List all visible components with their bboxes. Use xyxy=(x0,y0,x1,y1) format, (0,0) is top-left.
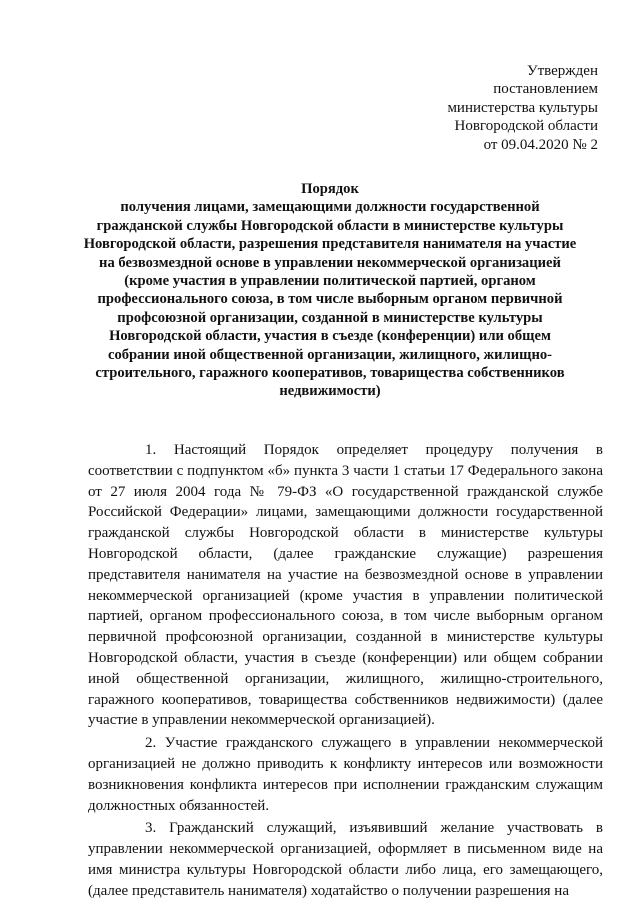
paragraph-3: 3. Гражданский служащий, изъявивший желание участвовать в управлении некоммерческой организацией, оформляет в письменном виде на имя министра культуры Новгородской области либо лица, его замещающего, (далее представитель нанимателя) ходатайство о получении разрешения на xyxy=(88,820,603,899)
approval-line: министерства культуры xyxy=(447,99,598,116)
document-heading xyxy=(70,180,590,401)
heading-line: на безвозмездной основе в управлении некоммерческой организацией xyxy=(99,254,561,271)
approval-line: Утвержден xyxy=(526,63,598,79)
heading-line: профсоюзной организации, созданной в министерстве культуры xyxy=(117,309,543,326)
document-body xyxy=(88,440,603,904)
heading-line: (кроме участия в управлении политической партией, органом xyxy=(124,273,536,290)
paragraph-2: 2. Участие гражданского служащего в управлении некоммерческой организацией не должно приводить к конфликту интересов или возможности возникновения конфликта интересов при исполнении гражданским служащим должностных обязанностей. xyxy=(88,735,603,814)
approval-line: Новгородской области xyxy=(454,118,598,135)
heading-line: получения лицами, замещающими должности государственной xyxy=(120,199,540,216)
heading-line: Новгородской области, разрешения представителя нанимателя на участие xyxy=(83,236,577,253)
approval-date-line: от 09.04.2020 № 2 xyxy=(483,136,598,153)
heading-line: гражданской службы Новгородской области в министерстве культуры xyxy=(96,217,564,234)
heading-line: Новгородской области, участия в съезде (конференции) или общем xyxy=(109,328,551,345)
approval-stamp xyxy=(447,62,598,154)
approval-line: постановлением xyxy=(493,81,598,98)
heading-line: собрании иной общественной организации, жилищного, жилищно- xyxy=(107,346,553,363)
heading-line: профессионального союза, в том числе выборным органом первичной xyxy=(97,291,563,308)
heading-line: недвижимости) xyxy=(279,383,381,400)
paragraph-1: 1. Настоящий Порядок определяет процедуру получения в соответствии с подпунктом «б» пункта 3 части 1 статьи 17 Федерального закона от 27 июля 2004 года № 79-ФЗ «О государственной гражданской службе Российской Федерации» лицами, замещающими должности государственной гражданской службы Новгородской области в министерстве культуры Новгородской области, (далее гражданские служащие) разрешения представителя нанимателя на участие на безвозмездной основе в управлении некоммерческой организацией (кроме участия в управлении политической партией, органом профессионального союза, в том числе выборным органом первичной профсоюзной организации, созданной в министерстве культуры Новгородской области, участия в съезде (конференции) или общем собрании иной общественной организации, жилищного, жилищно-строительного, гаражного кооперативов, товарищества собственников недвижимости) (далее участие в управлении некоммерческой организацией). xyxy=(88,442,603,729)
document-title: Порядок xyxy=(301,181,359,197)
heading-line: строительного, гаражного кооперативов, товарищества собственников xyxy=(95,365,565,382)
